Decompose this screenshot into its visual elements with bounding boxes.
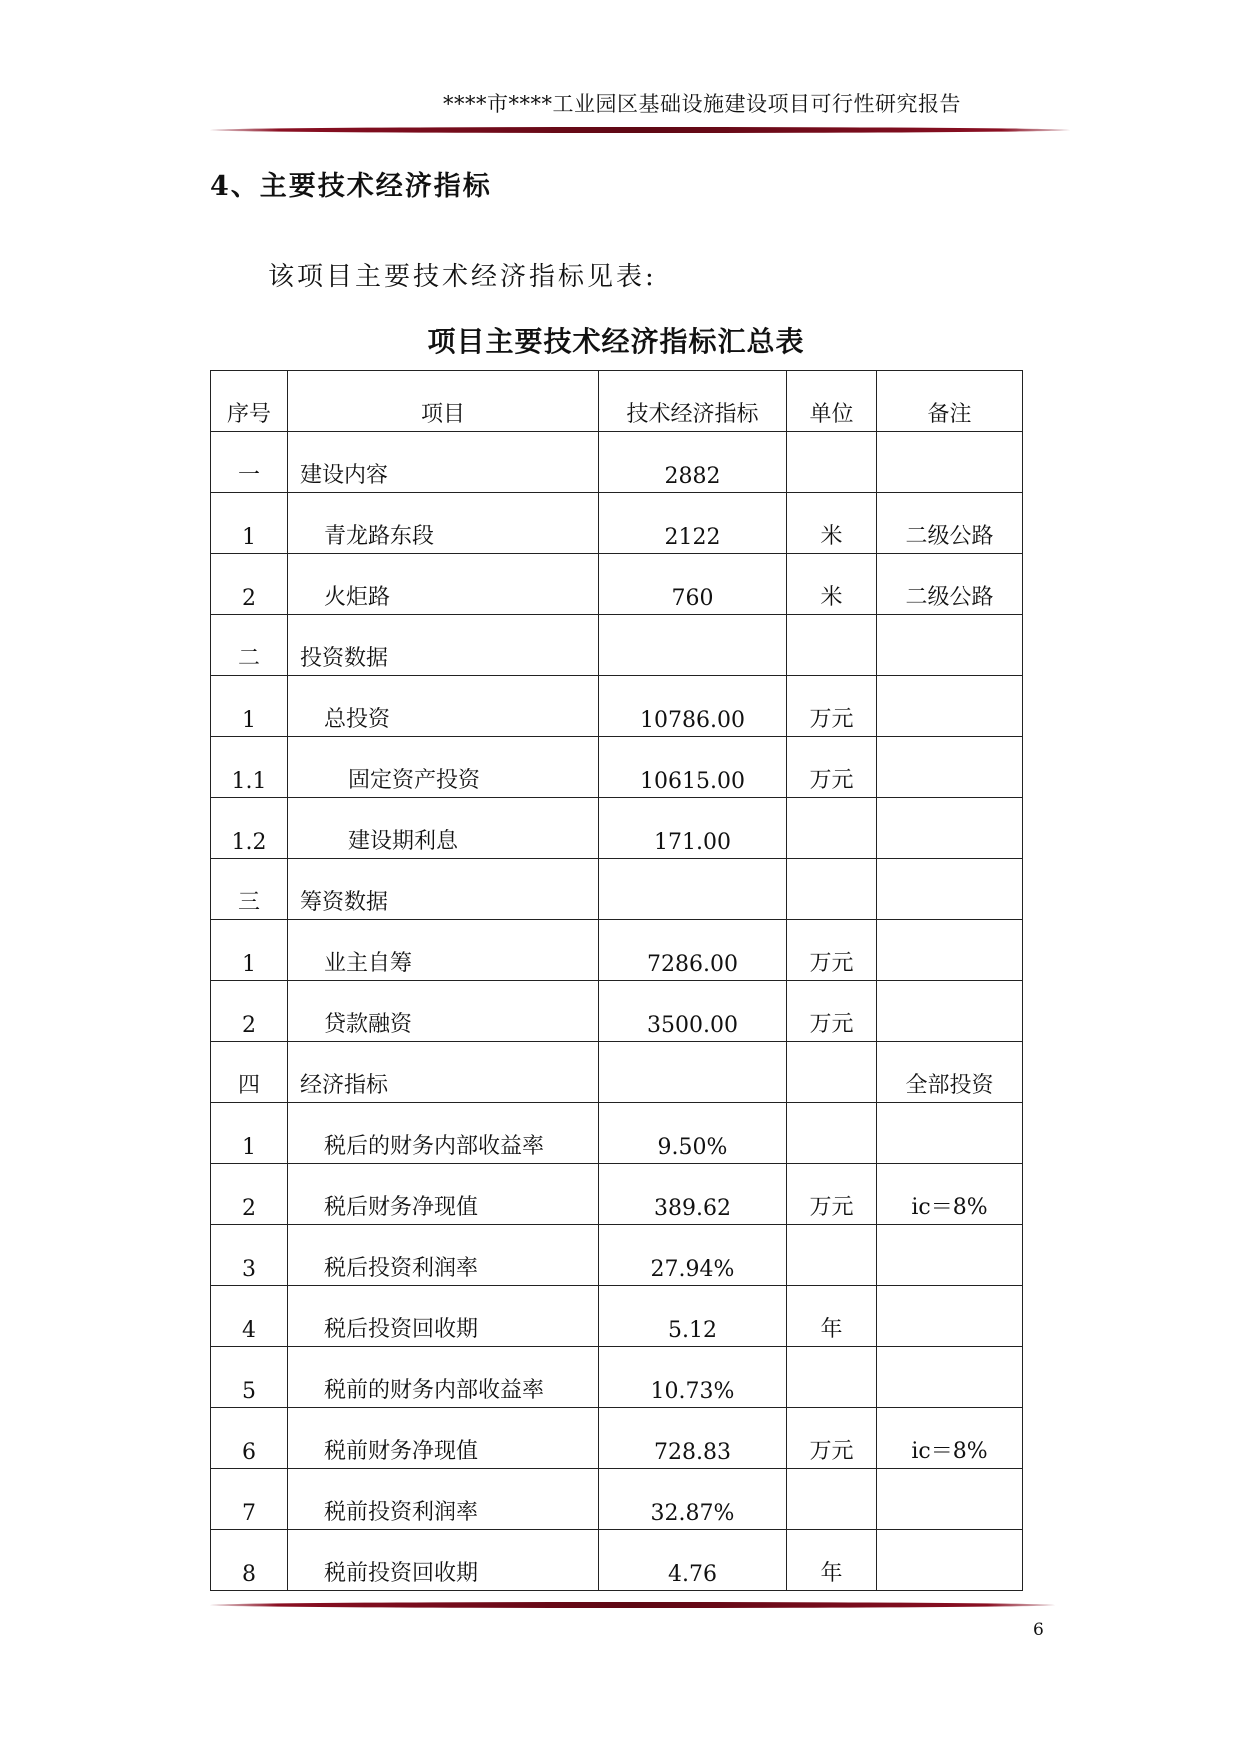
- cell-item: 税后投资利润率: [288, 1225, 599, 1286]
- cell-unit: [787, 859, 877, 920]
- cell-item: 筹资数据: [288, 859, 599, 920]
- cell-note: ic＝8%: [877, 1164, 1023, 1225]
- cell-note: [877, 1103, 1023, 1164]
- table-row: [211, 615, 1023, 676]
- cell-unit: 万元: [787, 676, 877, 737]
- cell-item: 业主自筹: [288, 920, 599, 981]
- cell-seq: 3: [211, 1225, 288, 1286]
- cell-item: 经济指标: [288, 1042, 599, 1103]
- cell-unit: [787, 1469, 877, 1530]
- indicators-table: [210, 370, 1023, 1591]
- cell-item: 火炬路: [288, 554, 599, 615]
- cell-seq: 一: [211, 432, 288, 493]
- cell-unit: [787, 1103, 877, 1164]
- cell-value: 4.76: [599, 1530, 787, 1591]
- table-row: [211, 1225, 1023, 1286]
- intro-paragraph: 该项目主要技术经济指标见表:: [268, 262, 657, 292]
- table-row: [211, 798, 1023, 859]
- cell-unit: 年: [787, 1286, 877, 1347]
- cell-seq: 1.1: [211, 737, 288, 798]
- cell-item: 税后投资回收期: [288, 1286, 599, 1347]
- table-row: [211, 1042, 1023, 1103]
- cell-value: 7286.00: [599, 920, 787, 981]
- table-title: 项目主要技术经济指标汇总表: [427, 325, 805, 358]
- column-header-note: 备注: [877, 371, 1023, 432]
- cell-value: 3500.00: [599, 981, 787, 1042]
- cell-seq: 2: [211, 554, 288, 615]
- table-header-row: [211, 371, 1023, 432]
- cell-item: 贷款融资: [288, 981, 599, 1042]
- table-row: [211, 1103, 1023, 1164]
- table-row: [211, 554, 1023, 615]
- cell-seq: 1: [211, 493, 288, 554]
- column-header-unit: 单位: [787, 371, 877, 432]
- table-body: [211, 432, 1023, 1591]
- table-row: [211, 1469, 1023, 1530]
- cell-unit: 万元: [787, 920, 877, 981]
- header-divider: [210, 127, 1070, 133]
- cell-seq: 1: [211, 1103, 288, 1164]
- cell-note: ic＝8%: [877, 1408, 1023, 1469]
- cell-seq: 5: [211, 1347, 288, 1408]
- table-row: [211, 737, 1023, 798]
- cell-unit: 年: [787, 1530, 877, 1591]
- cell-seq: 2: [211, 981, 288, 1042]
- cell-note: [877, 1225, 1023, 1286]
- cell-seq: 四: [211, 1042, 288, 1103]
- running-header-title: ****市****工业园区基础设施建设项目可行性研究报告: [443, 92, 961, 116]
- cell-value: 760: [599, 554, 787, 615]
- cell-note: [877, 737, 1023, 798]
- cell-value: 2882: [599, 432, 787, 493]
- cell-unit: [787, 1042, 877, 1103]
- cell-value: 728.83: [599, 1408, 787, 1469]
- column-header-value: 技术经济指标: [599, 371, 787, 432]
- table-row: [211, 920, 1023, 981]
- cell-value: 10615.00: [599, 737, 787, 798]
- cell-note: [877, 432, 1023, 493]
- cell-note: [877, 1469, 1023, 1530]
- cell-value: 10786.00: [599, 676, 787, 737]
- cell-seq: 4: [211, 1286, 288, 1347]
- cell-seq: 2: [211, 1164, 288, 1225]
- cell-value: 9.50%: [599, 1103, 787, 1164]
- cell-note: [877, 1347, 1023, 1408]
- table-row: [211, 1530, 1023, 1591]
- cell-item: 建设内容: [288, 432, 599, 493]
- table-row: [211, 1408, 1023, 1469]
- page-number: 6: [1033, 1620, 1044, 1640]
- column-header-seq: 序号: [211, 371, 288, 432]
- table-row: [211, 432, 1023, 493]
- table-row: [211, 1286, 1023, 1347]
- cell-item: 税后的财务内部收益率: [288, 1103, 599, 1164]
- cell-value: [599, 859, 787, 920]
- footer-divider: [210, 1602, 1055, 1608]
- cell-item: 税前的财务内部收益率: [288, 1347, 599, 1408]
- table-row: [211, 1347, 1023, 1408]
- cell-seq: 1: [211, 920, 288, 981]
- cell-item: 建设期利息: [288, 798, 599, 859]
- cell-seq: 1.2: [211, 798, 288, 859]
- cell-note: [877, 920, 1023, 981]
- cell-unit: 米: [787, 493, 877, 554]
- cell-value: 171.00: [599, 798, 787, 859]
- cell-value: 2122: [599, 493, 787, 554]
- cell-unit: [787, 615, 877, 676]
- cell-seq: 二: [211, 615, 288, 676]
- table-row: [211, 1164, 1023, 1225]
- cell-note: [877, 1530, 1023, 1591]
- cell-value: [599, 615, 787, 676]
- table-row: [211, 493, 1023, 554]
- cell-note: 二级公路: [877, 554, 1023, 615]
- cell-note: [877, 859, 1023, 920]
- cell-seq: 6: [211, 1408, 288, 1469]
- cell-seq: 8: [211, 1530, 288, 1591]
- column-header-item: 项目: [288, 371, 599, 432]
- cell-item: 税前投资回收期: [288, 1530, 599, 1591]
- cell-seq: 三: [211, 859, 288, 920]
- cell-item: 税前投资利润率: [288, 1469, 599, 1530]
- cell-unit: 万元: [787, 981, 877, 1042]
- cell-item: 青龙路东段: [288, 493, 599, 554]
- table-row: [211, 676, 1023, 737]
- cell-note: [877, 981, 1023, 1042]
- cell-value: 27.94%: [599, 1225, 787, 1286]
- cell-unit: [787, 1347, 877, 1408]
- cell-unit: [787, 798, 877, 859]
- table-row: [211, 859, 1023, 920]
- cell-note: [877, 798, 1023, 859]
- cell-item: 固定资产投资: [288, 737, 599, 798]
- cell-item: 总投资: [288, 676, 599, 737]
- cell-value: 32.87%: [599, 1469, 787, 1530]
- cell-value: 10.73%: [599, 1347, 787, 1408]
- cell-note: [877, 615, 1023, 676]
- cell-item: 投资数据: [288, 615, 599, 676]
- cell-note: [877, 1286, 1023, 1347]
- cell-item: 税后财务净现值: [288, 1164, 599, 1225]
- table-row: [211, 981, 1023, 1042]
- section-heading: 4、主要技术经济指标: [210, 171, 492, 202]
- cell-unit: 万元: [787, 1408, 877, 1469]
- cell-unit: 万元: [787, 1164, 877, 1225]
- cell-note: [877, 676, 1023, 737]
- cell-unit: 米: [787, 554, 877, 615]
- cell-unit: [787, 1225, 877, 1286]
- cell-value: 5.12: [599, 1286, 787, 1347]
- cell-value: [599, 1042, 787, 1103]
- cell-note: 二级公路: [877, 493, 1023, 554]
- cell-value: 389.62: [599, 1164, 787, 1225]
- cell-note: 全部投资: [877, 1042, 1023, 1103]
- cell-unit: [787, 432, 877, 493]
- cell-item: 税前财务净现值: [288, 1408, 599, 1469]
- cell-seq: 7: [211, 1469, 288, 1530]
- cell-unit: 万元: [787, 737, 877, 798]
- cell-seq: 1: [211, 676, 288, 737]
